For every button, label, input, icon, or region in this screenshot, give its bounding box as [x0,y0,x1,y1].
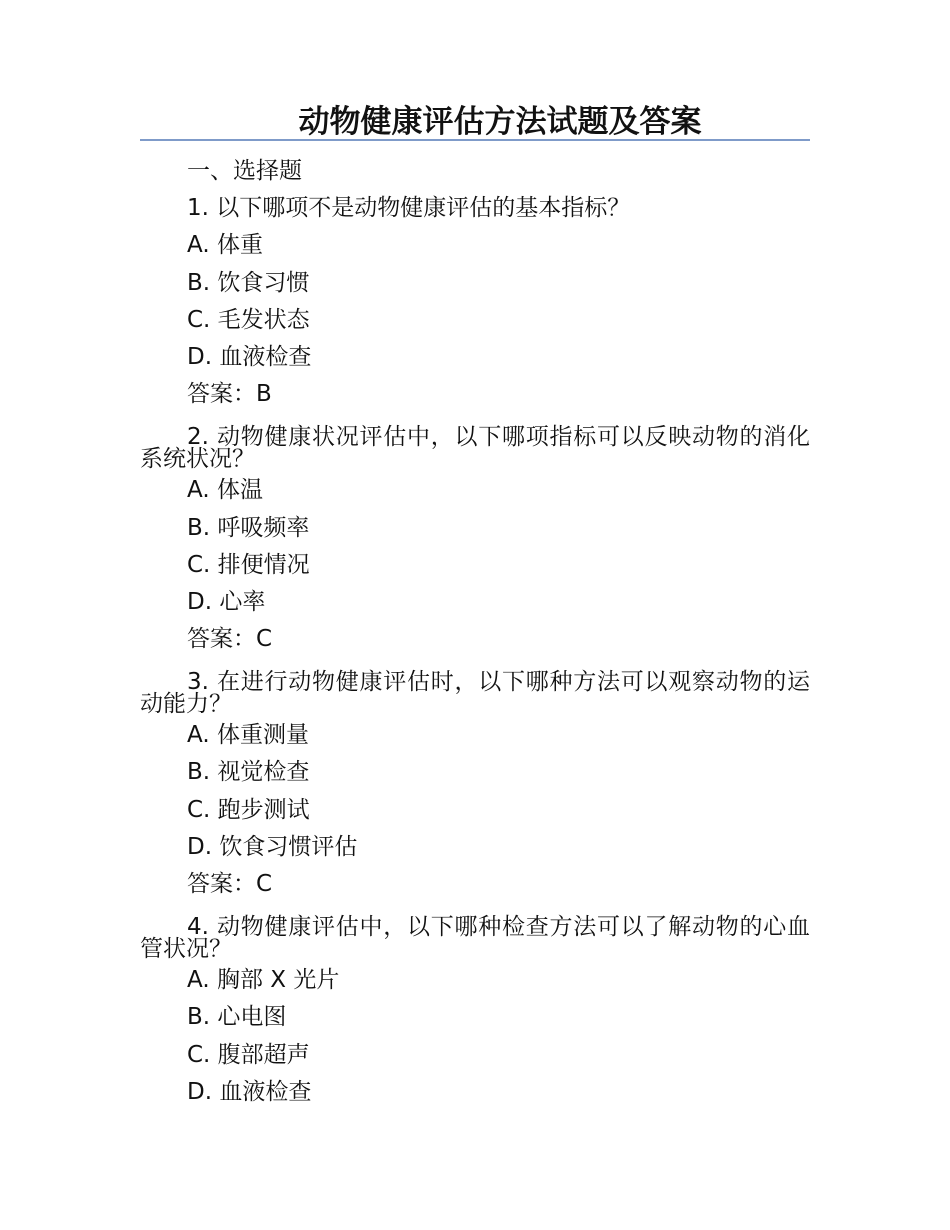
question-1-answer: 答案：B [187,381,272,408]
question-1-option-b: B. 饮食习惯 [187,269,310,296]
question-2-option-a: A. 体温 [187,477,263,504]
question-2-stem: 2. 动物健康状况评估中，以下哪项指标可以反映动物的消化系统状况？ [140,424,810,473]
question-1-option-a: A. 体重 [187,232,263,259]
question-3-answer: 答案：C [187,871,273,897]
question-4-stem: 4. 动物健康评估中，以下哪种检查方法可以了解动物的心血管状况？ [140,914,810,963]
question-1-option-d: D. 血液检查 [187,343,312,370]
document-body [140,153,810,1111]
question-4-option-a: A. 胸部 X 光片 [187,967,340,994]
question-3-stem: 3. 在进行动物健康评估时，以下哪种方法可以观察动物的运动能力？ [140,669,810,718]
question-4-option-c: C. 腹部超声 [187,1041,310,1068]
question-2-option-c: C. 排便情况 [187,551,310,578]
question-4-option-d: D. 血液检查 [187,1078,312,1105]
question-1-stem: 1. 以下哪项不是动物健康评估的基本指标？ [187,195,631,222]
question-4-option-b: B. 心电图 [187,1004,287,1031]
question-3-option-a: A. 体重测量 [187,722,309,749]
question-1-option-c: C. 毛发状态 [187,306,310,333]
question-3-option-b: B. 视觉检查 [187,759,310,786]
section-heading: 一、选择题 [187,158,302,184]
title-underline [140,139,810,141]
question-2-option-d: D. 心率 [187,588,266,615]
document-title: 动物健康评估方法试题及答案 [298,104,702,140]
question-3-option-c: C. 跑步测试 [187,796,310,823]
question-2-answer: 答案：C [187,626,273,653]
question-2-option-b: B. 呼吸频率 [187,514,310,541]
question-3-option-d: D. 饮食习惯评估 [187,833,358,860]
